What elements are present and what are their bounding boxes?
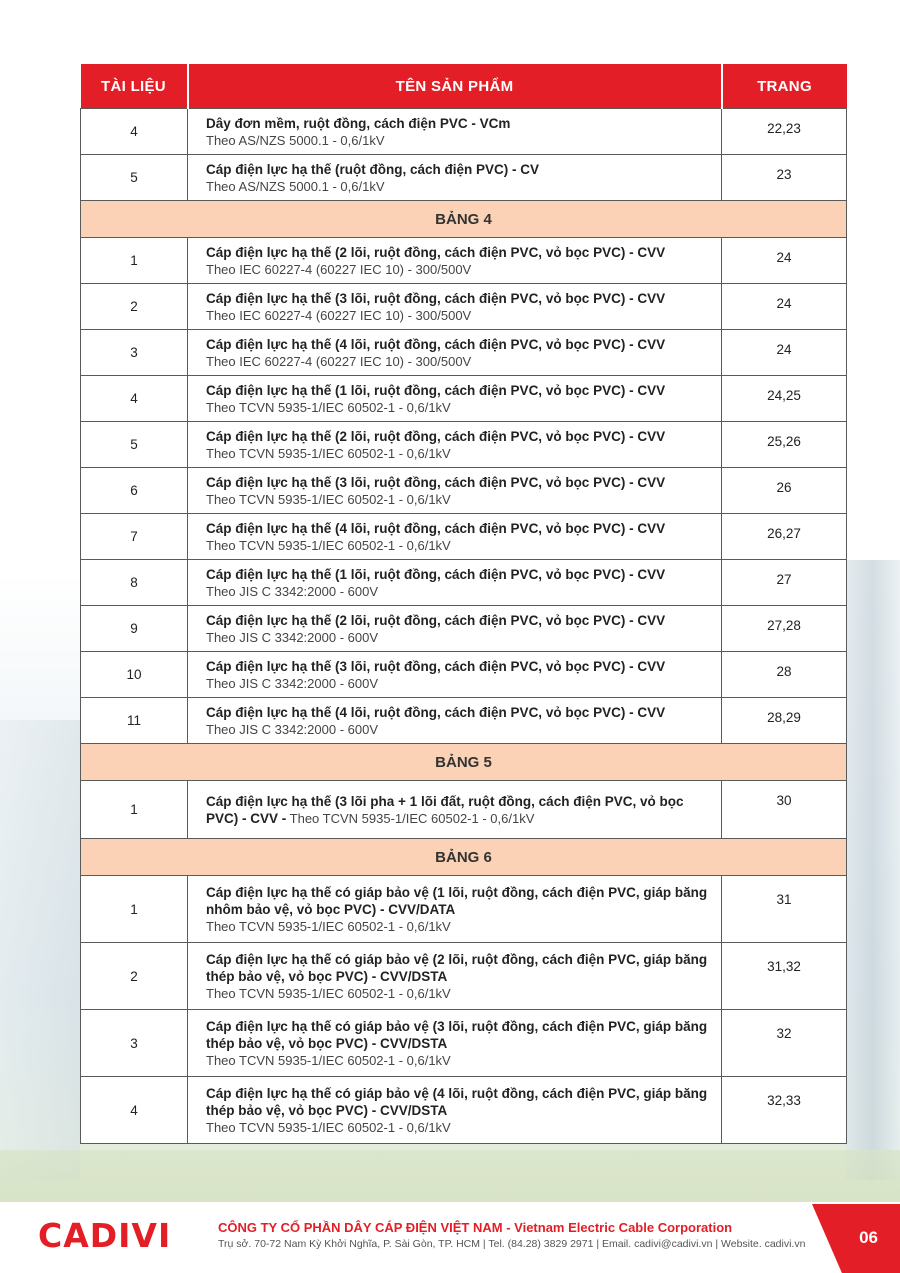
row-document-number: 7 xyxy=(81,514,188,560)
row-document-number: 4 xyxy=(81,1077,188,1144)
row-page-number: 26 xyxy=(722,468,847,514)
row-page-number: 32 xyxy=(722,1010,847,1077)
product-standard: Theo JIS C 3342:2000 - 600V xyxy=(206,583,379,599)
row-product-cell xyxy=(188,109,722,155)
product-name: Cáp điện lực hạ thế (2 lõi, ruột đồng, cách điện PVC, vỏ bọc PVC) - CVV xyxy=(206,428,666,444)
company-address: Trụ sở. 70-72 Nam Kỳ Khởi Nghĩa, P. Sài Gòn, TP. HCM | Tel. (84.28) 3829 2971 | Email. cadivi@cadivi.vn | Website. cadivi.vn xyxy=(218,1238,806,1250)
product-standard: Theo JIS C 3342:2000 - 600V xyxy=(206,629,379,645)
company-name: CÔNG TY CỔ PHẦN DÂY CÁP ĐIỆN VIỆT NAM - Vietnam Electric Cable Corporation xyxy=(218,1220,733,1235)
product-standard: Theo JIS C 3342:2000 - 600V xyxy=(206,721,379,737)
row-page-number: 31 xyxy=(722,876,847,943)
product-standard: Theo TCVN 5935-1/IEC 60502-1 - 0,6/1kV xyxy=(206,985,451,1001)
table-row xyxy=(81,514,847,560)
product-name: Cáp điện lực hạ thế (1 lõi, ruột đồng, cách điện PVC, vỏ bọc PVC) - CVV xyxy=(206,382,666,398)
table-row xyxy=(81,698,847,744)
header-page: TRANG xyxy=(722,64,847,109)
row-product-cell xyxy=(188,422,722,468)
product-index-table-wrapper xyxy=(80,64,846,1144)
table-row xyxy=(81,560,847,606)
row-document-number: 9 xyxy=(81,606,188,652)
row-product-cell xyxy=(188,652,722,698)
product-standard: Theo TCVN 5935-1/IEC 60502-1 - 0,6/1kV xyxy=(206,399,451,415)
row-page-number: 24 xyxy=(722,238,847,284)
row-product-cell xyxy=(188,238,722,284)
row-document-number: 5 xyxy=(81,422,188,468)
product-index-table xyxy=(80,64,847,1144)
product-name: Cáp điện lực hạ thế (4 lõi, ruột đồng, cách điện PVC, vỏ bọc PVC) - CVV xyxy=(206,704,666,720)
background-grass xyxy=(0,1150,900,1210)
table-row xyxy=(81,238,847,284)
product-standard: Theo TCVN 5935-1/IEC 60502-1 - 0,6/1kV xyxy=(206,445,451,461)
product-name: Cáp điện lực hạ thế (3 lõi, ruột đồng, cách điện PVC, vỏ bọc PVC) - CVV xyxy=(206,474,666,490)
row-page-number: 24,25 xyxy=(722,376,847,422)
row-document-number: 1 xyxy=(81,781,188,839)
cadivi-logo: CADIVI xyxy=(38,1216,172,1255)
page-number: 06 xyxy=(859,1228,878,1247)
product-name: Cáp điện lực hạ thế (ruột đồng, cách điện PVC) - CV xyxy=(206,161,540,177)
product-standard: Theo TCVN 5935-1/IEC 60502-1 - 0,6/1kV xyxy=(206,1052,451,1068)
row-page-number: 24 xyxy=(722,330,847,376)
row-product-cell xyxy=(188,514,722,560)
row-product-cell xyxy=(188,943,722,1010)
table-row xyxy=(81,876,847,943)
product-name: Cáp điện lực hạ thế có giáp bảo vệ (4 lõi, ruột đồng, cách điện PVC, giáp băng thép bảo vệ, vỏ bọc PVC) - CVV/DSTA xyxy=(206,1085,708,1118)
row-product-cell xyxy=(188,330,722,376)
row-document-number: 2 xyxy=(81,943,188,1010)
row-page-number: 23 xyxy=(722,155,847,201)
table-row xyxy=(81,652,847,698)
product-name: Cáp điện lực hạ thế (1 lõi, ruột đồng, cách điện PVC, vỏ bọc PVC) - CVV xyxy=(206,566,666,582)
row-product-cell xyxy=(188,284,722,330)
table-row xyxy=(81,109,847,155)
product-standard: Theo AS/NZS 5000.1 - 0,6/1kV xyxy=(206,132,385,148)
product-name: Cáp điện lực hạ thế (3 lõi, ruột đồng, cách điện PVC, vỏ bọc PVC) - CVV xyxy=(206,658,666,674)
table-row xyxy=(81,1010,847,1077)
row-page-number: 31,32 xyxy=(722,943,847,1010)
background-building xyxy=(845,560,900,1180)
row-page-number: 30 xyxy=(722,781,847,839)
row-product-cell xyxy=(188,468,722,514)
section-title: BẢNG 6 xyxy=(81,839,847,876)
section-title: BẢNG 5 xyxy=(81,744,847,781)
row-product-cell xyxy=(188,155,722,201)
row-document-number: 8 xyxy=(81,560,188,606)
row-page-number: 25,26 xyxy=(722,422,847,468)
section-row xyxy=(81,201,847,238)
product-name: Cáp điện lực hạ thế (2 lõi, ruột đồng, cách điện PVC, vỏ bọc PVC) - CVV xyxy=(206,612,666,628)
row-document-number: 3 xyxy=(81,330,188,376)
background-building xyxy=(0,720,80,1180)
row-product-cell xyxy=(188,698,722,744)
product-standard: Theo AS/NZS 5000.1 - 0,6/1kV xyxy=(206,178,385,194)
table-row xyxy=(81,422,847,468)
row-document-number: 10 xyxy=(81,652,188,698)
product-standard: Theo TCVN 5935-1/IEC 60502-1 - 0,6/1kV xyxy=(206,537,451,553)
table-row xyxy=(81,468,847,514)
product-name: Cáp điện lực hạ thế có giáp bảo vệ (1 lõi, ruột đồng, cách điện PVC, giáp băng nhôm bảo vệ, vỏ bọc PVC) - CVV/DATA xyxy=(206,884,708,917)
page-number-tab xyxy=(812,1204,900,1273)
row-page-number: 22,23 xyxy=(722,109,847,155)
product-name: Cáp điện lực hạ thế (4 lõi, ruột đồng, cách điện PVC, vỏ bọc PVC) - CVV xyxy=(206,520,666,536)
row-page-number: 32,33 xyxy=(722,1077,847,1144)
product-standard: Theo IEC 60227-4 (60227 IEC 10) - 300/500V xyxy=(206,353,472,369)
row-page-number: 26,27 xyxy=(722,514,847,560)
product-standard: Theo TCVN 5935-1/IEC 60502-1 - 0,6/1kV xyxy=(206,918,451,934)
product-name: Cáp điện lực hạ thế có giáp bảo vệ (2 lõi, ruột đồng, cách điện PVC, giáp băng thép bảo vệ, vỏ bọc PVC) - CVV/DSTA xyxy=(206,951,708,984)
product-name: Cáp điện lực hạ thế có giáp bảo vệ (3 lõi, ruột đồng, cách điện PVC, giáp băng thép bảo vệ, vỏ bọc PVC) - CVV/DSTA xyxy=(206,1018,708,1051)
row-document-number: 6 xyxy=(81,468,188,514)
section-title: BẢNG 4 xyxy=(81,201,847,238)
header-product-name: TÊN SẢN PHẨM xyxy=(188,64,722,109)
row-product-cell xyxy=(188,606,722,652)
product-standard: Theo IEC 60227-4 (60227 IEC 10) - 300/500V xyxy=(206,307,472,323)
row-page-number: 27,28 xyxy=(722,606,847,652)
section-row xyxy=(81,839,847,876)
row-page-number: 28 xyxy=(722,652,847,698)
product-standard: Theo TCVN 5935-1/IEC 60502-1 - 0,6/1kV xyxy=(286,810,535,826)
header-document: TÀI LIỆU xyxy=(81,64,188,109)
table-row xyxy=(81,376,847,422)
table-row xyxy=(81,781,847,839)
table-row xyxy=(81,284,847,330)
product-name: Cáp điện lực hạ thế (4 lõi, ruột đồng, cách điện PVC, vỏ bọc PVC) - CVV xyxy=(206,336,666,352)
footer xyxy=(0,1202,900,1273)
table-row xyxy=(81,606,847,652)
row-document-number: 2 xyxy=(81,284,188,330)
row-document-number: 1 xyxy=(81,876,188,943)
row-document-number: 1 xyxy=(81,238,188,284)
row-product-cell xyxy=(188,376,722,422)
product-name: Cáp điện lực hạ thế (2 lõi, ruột đồng, cách điện PVC, vỏ bọc PVC) - CVV xyxy=(206,244,666,260)
row-page-number: 27 xyxy=(722,560,847,606)
row-document-number: 4 xyxy=(81,376,188,422)
product-name: Dây đơn mềm, ruột đồng, cách điện PVC - VCm xyxy=(206,115,511,131)
table-row xyxy=(81,330,847,376)
product-name: Cáp điện lực hạ thế (3 lõi, ruột đồng, cách điện PVC, vỏ bọc PVC) - CVV xyxy=(206,290,666,306)
row-document-number: 11 xyxy=(81,698,188,744)
row-page-number: 24 xyxy=(722,284,847,330)
row-document-number: 3 xyxy=(81,1010,188,1077)
row-product-cell xyxy=(188,1077,722,1144)
row-page-number: 28,29 xyxy=(722,698,847,744)
row-document-number: 4 xyxy=(81,109,188,155)
product-standard: Theo IEC 60227-4 (60227 IEC 10) - 300/500V xyxy=(206,261,472,277)
table-row xyxy=(81,943,847,1010)
row-product-cell xyxy=(188,781,722,839)
row-product-cell xyxy=(188,876,722,943)
table-row xyxy=(81,155,847,201)
table-header-row xyxy=(81,64,847,109)
table-body xyxy=(81,109,847,1144)
product-standard: Theo TCVN 5935-1/IEC 60502-1 - 0,6/1kV xyxy=(206,491,451,507)
row-product-cell xyxy=(188,560,722,606)
product-standard: Theo JIS C 3342:2000 - 600V xyxy=(206,675,379,691)
row-product-cell xyxy=(188,1010,722,1077)
section-row xyxy=(81,744,847,781)
product-name: Cáp điện lực hạ thế (3 lõi pha + 1 lõi đất, ruột đồng, cách điện PVC, vỏ bọc PVC) - CVV - xyxy=(206,793,684,826)
product-standard: Theo TCVN 5935-1/IEC 60502-1 - 0,6/1kV xyxy=(206,1119,451,1135)
table-row xyxy=(81,1077,847,1144)
row-document-number: 5 xyxy=(81,155,188,201)
